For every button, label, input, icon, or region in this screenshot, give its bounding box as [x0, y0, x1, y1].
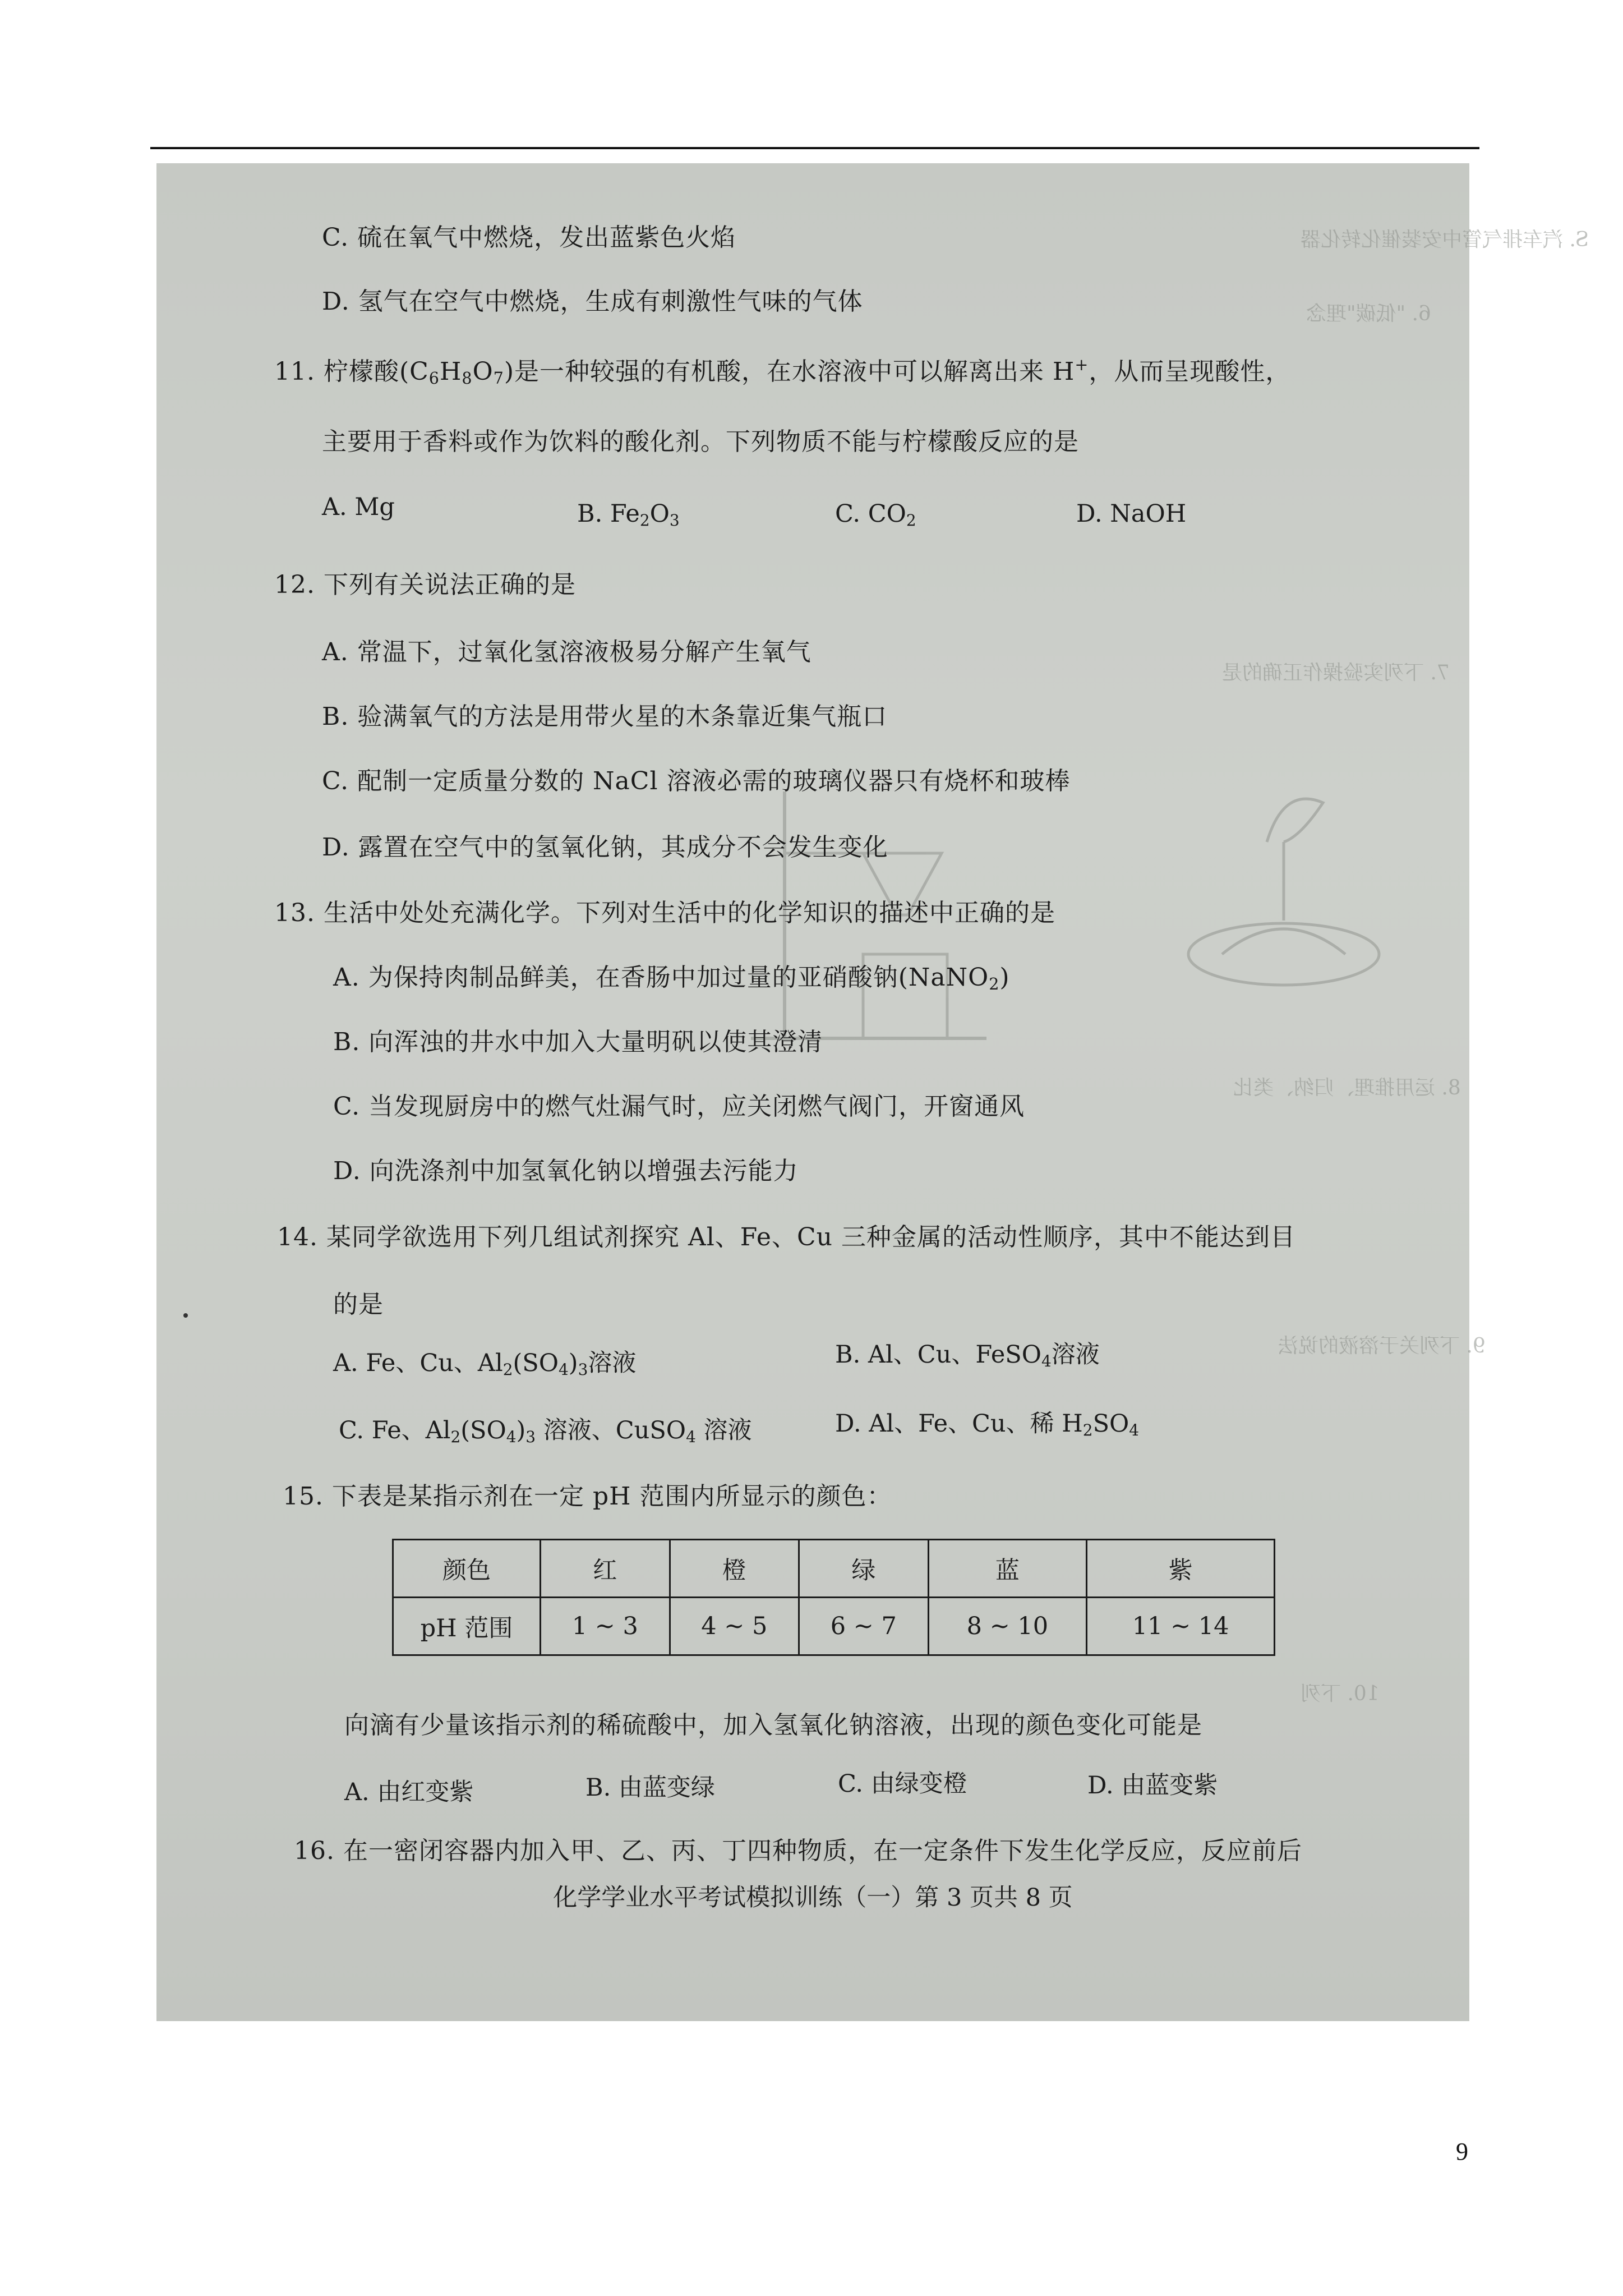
exam-footer: 化学学业水平考试模拟训练（一）第 3 页共 8 页 [553, 1884, 1073, 1912]
q14-option-a: A. Fe、Cu、$Al_2(SO_4)_3$溶液 [333, 1349, 637, 1379]
table-cell: 蓝 [928, 1540, 1087, 1598]
q13-option-c: C. 当发现厨房中的燃气灶漏气时，应关闭燃气阀门，开窗通风 [333, 1092, 1025, 1121]
q11-option-c: C. $CO_2$ [835, 500, 916, 530]
q15-followup: 向滴有少量该指示剂的稀硫酸中，加入氢氧化钠溶液，出现的颜色变化可能是 [344, 1711, 1202, 1740]
q16-stem: 16. 在一密闭容器内加入甲、乙、丙、丁四种物质，在一定条件下发生化学反应，反应前后 [294, 1837, 1302, 1865]
q11-stem: 11. 柠檬酸$(C_6H_8O_7)$是一种较强的有机酸，在水溶液中可以解离出来 H+，从而呈现酸性， [274, 355, 1291, 388]
ph-color-table [392, 1539, 1275, 1656]
table-cell: 11 ~ 14 [1087, 1598, 1275, 1655]
q14-option-c: C. Fe、$Al_2(SO_4)_3$ 溶液、CuSO$_4$ 溶液 [339, 1416, 752, 1446]
table-cell: 紫 [1087, 1540, 1275, 1598]
q14-stem: 14. 某同学欲选用下列几组试剂探究 Al、Fe、Cu 三种金属的活动性顺序，其中不能达到目 [277, 1223, 1295, 1251]
speck [183, 1313, 188, 1318]
table-row-header: 颜色 [393, 1540, 541, 1598]
q12-option-c: C. 配制一定质量分数的 NaCl 溶液必需的玻璃仪器只有烧杯和玻棒 [322, 767, 1071, 795]
q15-option-b: B. 由蓝变绿 [585, 1774, 715, 1802]
q11-stem-line2: 主要用于香料或作为饮料的酸化剂。下列物质不能与柠檬酸反应的是 [322, 427, 1079, 456]
page-number: 9 [1456, 2138, 1468, 2165]
q13-option-d: D. 向洗涤剂中加氢氧化钠以增强去污能力 [333, 1157, 799, 1185]
top-rule [150, 147, 1479, 149]
bleed-through-figure [1155, 752, 1413, 999]
q15-option-a: A. 由红变紫 [344, 1778, 474, 1806]
table-cell: 红 [541, 1540, 670, 1598]
q12-stem: 12. 下列有关说法正确的是 [274, 570, 576, 599]
exam-page-photo [156, 163, 1589, 2021]
q10-option-d: D. 氢气在空气中燃烧，生成有刺激性气味的气体 [322, 287, 863, 316]
table-cell: 橙 [670, 1540, 799, 1598]
q10-option-c: C. 硫在氧气中燃烧，发出蓝紫色火焰 [322, 223, 736, 252]
q12-option-b: B. 验满氧气的方法是用带火星的木条靠近集气瓶口 [322, 702, 888, 731]
q15-option-d: D. 由蓝变紫 [1087, 1772, 1218, 1800]
q15-stem: 15. 下表是某指示剂在一定 pH 范围内所显示的颜色： [283, 1482, 892, 1511]
table-cell: 1 ~ 3 [541, 1598, 670, 1655]
table-row [393, 1540, 1275, 1598]
q12-option-d: D. 露置在空气中的氢氧化钠，其成分不会发生变化 [322, 833, 888, 862]
q12-option-a: A. 常温下，过氧化氢溶液极易分解产生氧气 [322, 638, 811, 666]
q14-stem-line2: 的是 [333, 1290, 384, 1319]
table-cell: 6 ~ 7 [799, 1598, 929, 1655]
q11-option-b: B. $Fe_2O_3$ [577, 500, 680, 530]
table-cell: 8 ~ 10 [928, 1598, 1087, 1655]
table-row [393, 1598, 1275, 1655]
bleed-through-text: S. 汽车排气管中安装催化转化器 [1301, 228, 1589, 251]
bleed-through-text: 10. 下列 [1301, 1682, 1380, 1705]
q11-option-d: D. NaOH [1076, 500, 1187, 528]
q11-option-a: A. Mg [322, 493, 395, 521]
q14-option-b: B. Al、Cu、FeSO$_4$溶液 [835, 1341, 1100, 1370]
bleed-through-text: 6. "低碳"理念 [1306, 302, 1431, 325]
table-cell: 4 ~ 5 [670, 1598, 799, 1655]
bleed-through-text: 7. 下列实验操作正确的是 [1222, 661, 1450, 684]
bleed-through-text: 9. 下列关于溶液的说法 [1278, 1335, 1486, 1358]
q13-option-a: A. 为保持肉制品鲜美，在香肠中加过量的亚硝酸钠(NaNO$_2$) [333, 963, 1010, 994]
q13-option-b: B. 向浑浊的井水中加入大量明矾以使其澄清 [333, 1028, 823, 1056]
bleed-through-text: 8. 运用推理、归纳、类比 [1233, 1076, 1461, 1099]
q15-option-c: C. 由绿变橙 [838, 1770, 967, 1798]
table-cell: 绿 [799, 1540, 929, 1598]
table-row-header: pH 范围 [393, 1598, 541, 1655]
q14-option-d: D. Al、Fe、Cu、稀 $H_2SO_4$ [835, 1410, 1140, 1439]
q13-stem: 13. 生活中处处充满化学。下列对生活中的化学知识的描述中正确的是 [274, 899, 1055, 927]
